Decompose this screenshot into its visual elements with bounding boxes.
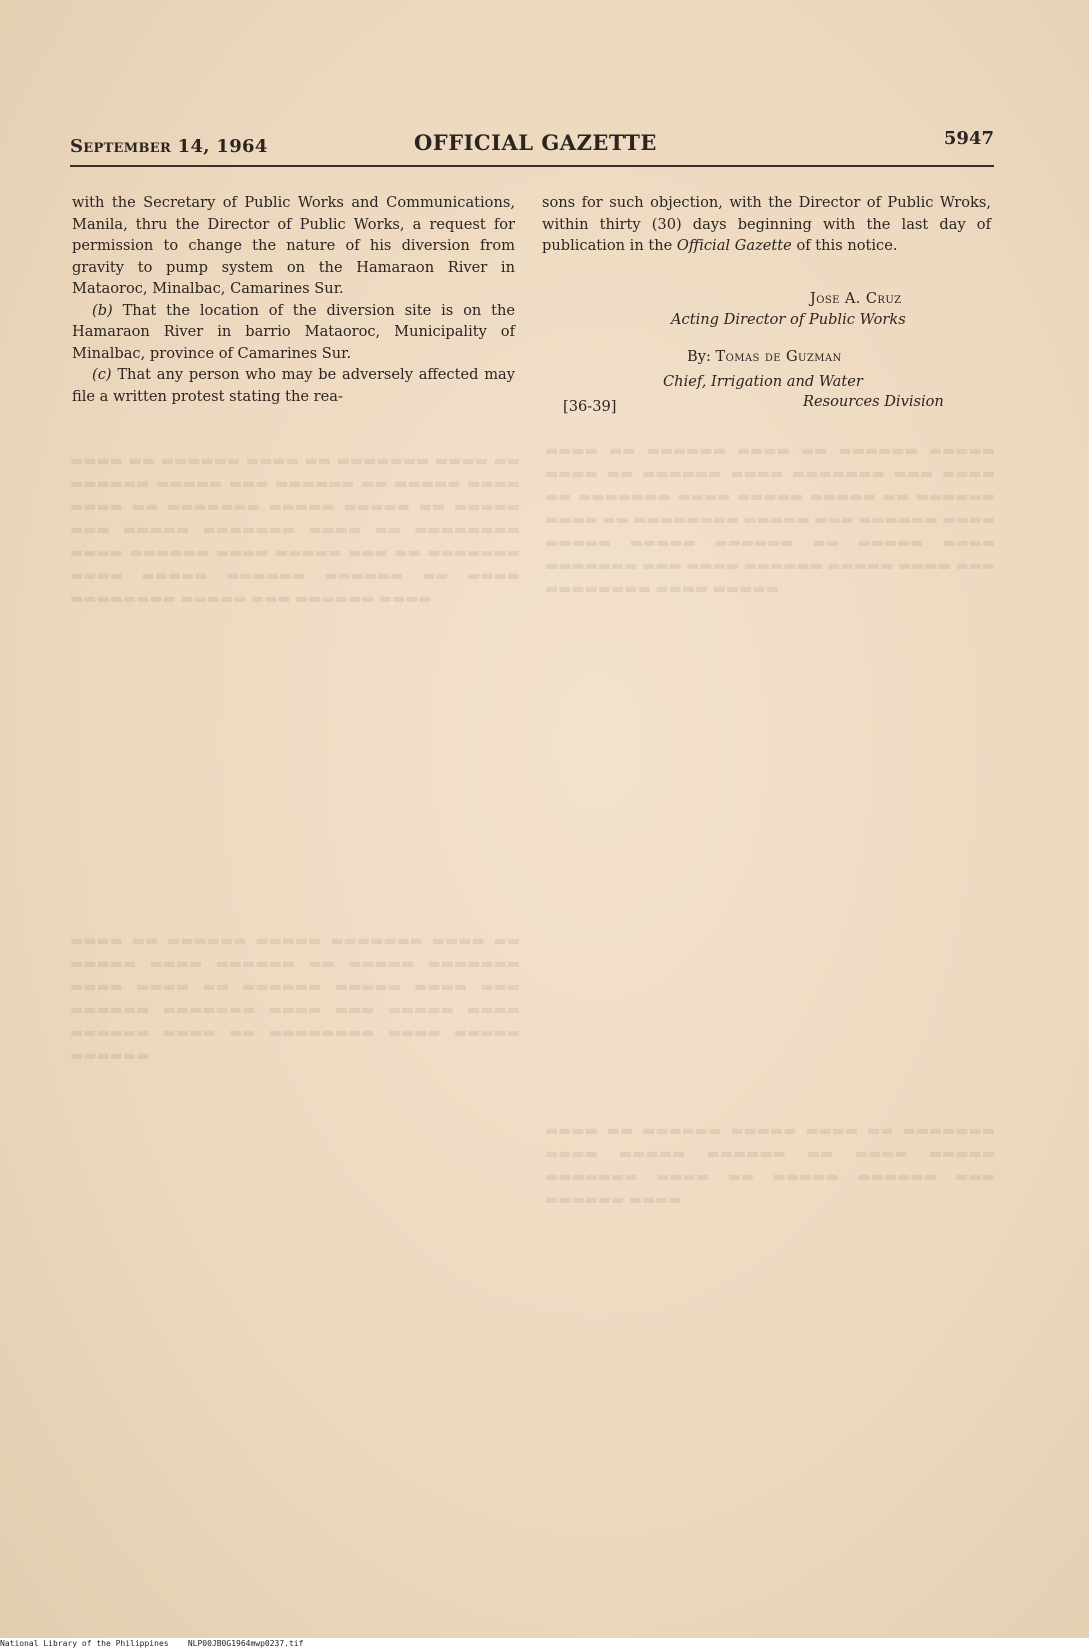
header-rule — [70, 165, 994, 167]
official-word: Official — [676, 237, 731, 254]
footer-library: National Library of the Philippines — [0, 1639, 169, 1648]
item-b-label: (b) — [92, 301, 113, 319]
right-column — [542, 192, 991, 257]
continuation-ending: of this notice. — [796, 237, 898, 254]
left-column — [72, 192, 515, 407]
item-b-paragraph — [72, 300, 515, 365]
scan-footer — [0, 1638, 1089, 1650]
gazette-word: Gazette — [734, 237, 792, 254]
show-through-left-2: ▬▬▬▬ ▬▬ ▬▬▬▬▬▬ ▬▬▬▬▬ ▬▬▬▬▬▬▬ ▬▬▬▬ ▬▬ ▬▬▬▬▬ ▬▬▬▬ ▬▬▬▬▬▬ ▬▬ ▬▬▬▬▬ ▬▬▬▬▬▬▬ ▬▬▬▬ ▬▬▬▬ ▬▬ ▬▬▬▬▬▬ ▬▬▬▬▬ ▬▬▬▬ ▬▬▬ ▬▬▬▬▬▬ ▬▬▬▬▬▬▬ ▬▬▬▬ ▬▬▬ ▬▬▬▬▬ ▬▬▬▬ ▬▬▬▬▬▬ ▬▬▬▬ ▬▬ ▬▬▬▬▬▬▬▬ ▬▬▬▬ ▬▬▬▬▬ ▬▬▬▬▬▬ — [70, 933, 520, 1064]
running-header — [70, 128, 994, 162]
by-line — [687, 346, 842, 367]
signatory-title: Acting Director of Public Works — [671, 311, 906, 328]
item-c-paragraph — [72, 364, 515, 407]
show-through-right-2: ▬▬▬▬ ▬▬ ▬▬▬▬▬▬ ▬▬▬▬▬ ▬▬▬▬ ▬▬ ▬▬▬▬▬▬▬ ▬▬▬▬ ▬▬▬▬▬ ▬▬▬▬▬▬ ▬▬ ▬▬▬▬ ▬▬▬▬▬ ▬▬▬▬▬▬▬ ▬▬▬▬ ▬▬ ▬▬▬▬▬ ▬▬▬▬▬▬ ▬▬▬ ▬▬▬▬▬▬ ▬▬▬▬ — [545, 1123, 995, 1208]
header-date: September 14, 1964 — [70, 136, 268, 157]
item-c-text: That any person who may be adversely affected may file a written protest stating the rea- — [72, 366, 515, 405]
show-through-left: ▬▬▬▬ ▬▬ ▬▬▬▬▬▬ ▬▬▬▬ ▬▬ ▬▬▬▬▬▬▬ ▬▬▬▬ ▬▬ ▬▬▬▬▬▬ ▬▬▬▬▬ ▬▬▬ ▬▬▬▬▬▬ ▬▬ ▬▬▬▬▬ ▬▬▬▬ ▬▬▬▬ ▬▬ ▬▬▬▬▬▬▬ ▬▬▬▬▬ ▬▬▬▬▬ ▬▬ ▬▬▬▬▬ ▬▬▬ ▬▬▬▬▬ ▬▬▬▬▬▬▬ ▬▬▬▬ ▬▬ ▬▬▬▬▬▬▬▬ ▬▬▬▬ ▬▬▬▬▬▬ ▬▬▬▬ ▬▬▬▬▬ ▬▬▬ ▬▬ ▬▬▬▬▬▬▬ ▬▬▬▬ ▬▬▬▬▬ ▬▬▬▬▬▬ ▬▬▬▬▬▬ ▬▬ ▬▬▬▬ ▬▬▬▬▬▬▬▬ ▬▬▬▬▬ ▬▬▬ ▬▬▬▬▬▬ ▬▬▬▬ — [70, 453, 520, 607]
notice-code: [36-39] — [563, 398, 617, 415]
continuation-text: sons for such objection, with the Director of Public Wroks, within thirty (30) days beginning with the last day of publication in the — [542, 194, 991, 254]
intro-paragraph: with the Secretary of Public Works and Communications, Manila, thru the Director of Public Works, a request for permission to change the nature of his diversion from gravity to pump system on the Hamaraon River in Mataoroc, Minalbac, Camarines Sur. — [72, 194, 515, 297]
by-title-line-2: Resources Division — [803, 393, 944, 410]
signatory-name: Jose A. Cruz — [810, 290, 902, 307]
show-through-right: ▬▬▬▬ ▬▬ ▬▬▬▬▬▬ ▬▬▬▬ ▬▬ ▬▬▬▬▬▬ ▬▬▬▬▬ ▬▬▬▬ ▬▬ ▬▬▬▬▬▬ ▬▬▬▬ ▬▬▬▬▬▬▬ ▬▬▬ ▬▬▬▬ ▬▬ ▬▬▬▬▬▬▬ ▬▬▬▬ ▬▬▬▬▬ ▬▬▬▬▬ ▬▬ ▬▬▬▬▬▬ ▬▬▬▬ ▬▬ ▬▬▬▬▬▬▬▬ ▬▬▬▬▬ ▬▬▬ ▬▬▬▬▬▬ ▬▬▬▬ ▬▬▬▬▬ ▬▬▬▬▬ ▬▬▬▬▬▬ ▬▬ ▬▬▬▬▬ ▬▬▬▬ ▬▬▬▬▬▬▬ ▬▬▬ ▬▬▬▬ ▬▬▬▬▬▬ ▬▬▬▬▬ ▬▬▬▬ ▬▬▬ ▬▬▬▬▬▬▬▬ ▬▬▬▬ ▬▬▬▬▬ — [545, 443, 995, 597]
item-b-text: That the location of the diversion site is on the Hamaraon River in barrio Mataoroc, Municipality of Minalbac, province of Camarines Sur. — [72, 301, 515, 362]
by-title-line-1: Chief, Irrigation and Water — [663, 373, 863, 390]
header-page-number: 5947 — [943, 128, 994, 149]
by-name: Tomas de Guzman — [715, 348, 842, 365]
header-publication-title: OFFICIAL GAZETTE — [414, 130, 657, 155]
footer-file: NLP00JB0G1964mwp0237.tif — [187, 1639, 304, 1648]
continuation-paragraph — [542, 192, 991, 257]
by-label: By: — [687, 348, 711, 365]
item-c-label: (c) — [92, 366, 112, 383]
